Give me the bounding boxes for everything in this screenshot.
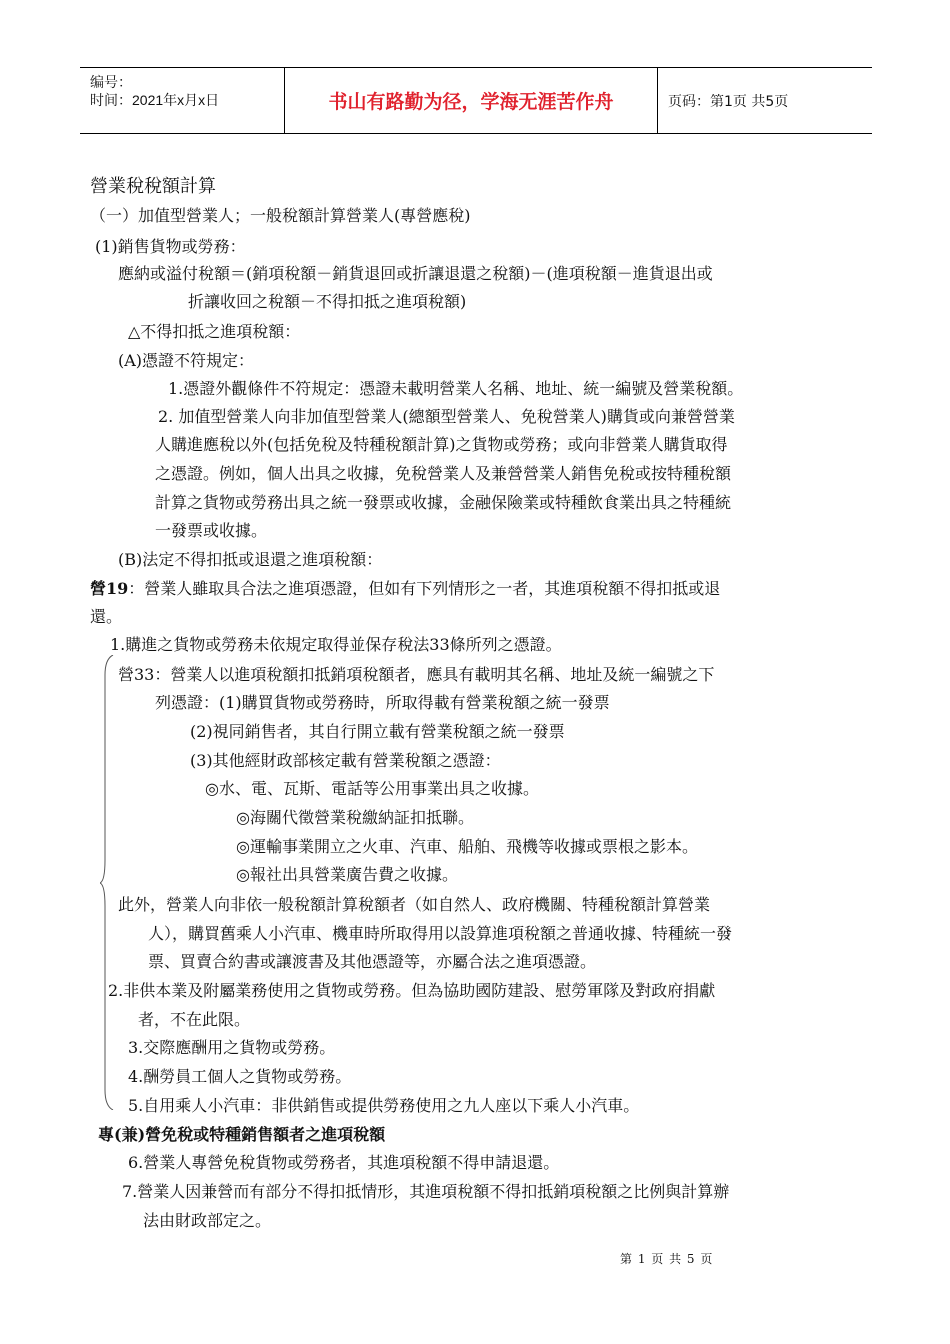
paragraph-line: (2)視同銷售者，其自行開立載有營業稅額之統一發票 — [190, 722, 565, 741]
list-item: ◎運輸事業開立之火車、汽車、船舶、飛機等收據或票根之影本。 — [236, 837, 698, 856]
formula-line: 應納或溢付稅額＝(銷項稅額－銷貨退回或折讓退還之稅額)－(進項稅額－進貨退出或 — [118, 264, 713, 283]
curly-brace-icon — [100, 655, 114, 1110]
list-item: 7.營業人因兼營而有部分不得扣抵情形，其進項稅額不得扣抵銷項稅額之比例與計算辦 — [122, 1182, 730, 1201]
paragraph-line: 之憑證。例如，個人出具之收據，免稅營業人及兼營營業人銷售免稅或按特種稅額 — [155, 464, 732, 483]
paragraph-line: 列憑證：(1)購買貨物或勞務時，所取得載有營業稅額之統一發票 — [155, 693, 610, 712]
list-item: 4.酬勞員工個人之貨物或勞務。 — [128, 1067, 352, 1086]
list-item: ◎海關代徵營業稅繳納証扣抵聯。 — [236, 808, 474, 827]
paragraph-line: 法由財政部定之。 — [143, 1211, 272, 1230]
paragraph-line: 票、買賣合約書或讓渡書及其他憑證等，亦屬合法之進項憑證。 — [148, 952, 597, 971]
paragraph-line: 營33：營業人以進項稅額扣抵銷項稅額者，應具有載明其名稱、地址及統一編號之下 — [118, 665, 715, 684]
paragraph-line: 1.憑證外觀條件不符規定：憑證未載明營業人名稱、地址、統一編號及營業稅額。 — [168, 379, 744, 398]
list-item: ◎水、電、瓦斯、電話等公用事業出具之收據。 — [205, 779, 539, 798]
paragraph-line: △不得扣抵之進項稅額： — [128, 322, 301, 341]
list-item: 2.非供本業及附屬業務使用之貨物或勞務。但為協助國防建設、慰勞軍隊及對政府捐獻 — [108, 981, 716, 1000]
formula-line: 折讓收回之稅額－不得扣抵之進項稅額) — [188, 292, 467, 311]
page-footer: 第 1 页 共 5 页 — [620, 1252, 714, 1266]
paragraph-line: (B)法定不得扣抵或退還之進項稅額： — [118, 550, 383, 569]
paragraph-line: 人購進應稅以外(包括免稅及特種稅額計算)之貨物或勞務；或向非營業人購貨取得 — [155, 435, 728, 454]
paragraph-line: 一發票或收據。 — [155, 521, 268, 540]
paragraph-line — [90, 578, 720, 600]
paragraph-line: 2. 加值型營業人向非加值型營業人(總額型營業人、免稅營業人)購貨或向兼營營業 — [158, 407, 735, 426]
header-meta — [80, 68, 284, 133]
list-item: ◎報社出具營業廣告費之收據。 — [236, 865, 458, 884]
law-reference: 營19 — [90, 579, 129, 598]
list-item: 3.交際應酬用之貨物或勞務。 — [128, 1038, 336, 1057]
law-text: ：營業人雖取具合法之進項憑證，但如有下列情形之一者，其進項稅額不得扣抵或退 — [128, 579, 721, 598]
subsection-heading: (1)銷售貨物或勞務： — [95, 237, 246, 256]
paragraph-line: 人），購買舊乘人小汽車、機車時所取得用以設算進項稅額之普通收據、特種統一發 — [148, 924, 733, 943]
document-title: 營業稅稅額計算 — [90, 176, 216, 197]
list-item: 1.購進之貨物或勞務未依規定取得並保存稅法33條所列之憑證。 — [110, 635, 562, 654]
page-header — [80, 67, 872, 134]
document-number-label: 编号： — [90, 74, 132, 90]
bold-subheading: 專(兼)營免稅或特種銷售額者之進項稅額 — [98, 1125, 386, 1144]
list-item: 5.自用乘人小汽車：非供銷售或提供勞務使用之九人座以下乘人小汽車。 — [128, 1096, 640, 1115]
paragraph-line: 此外，營業人向非依一般稅額計算稅額者（如自然人、政府機關、特種稅額計算營業 — [118, 895, 711, 914]
section-heading: （一）加值型營業人；一般稅額計算營業人(專營應稅) — [90, 206, 471, 225]
paragraph-line: 計算之貨物或勞務出具之統一發票或收據，金融保險業或特種飲食業出具之特種統 — [155, 493, 732, 512]
header-page-info: 页码：第1页 共5页 — [668, 93, 789, 110]
paragraph-line: 還。 — [90, 607, 123, 626]
paragraph-line: 者，不在此限。 — [138, 1010, 251, 1029]
list-item: 6.營業人專營免稅貨物或勞務者，其進項稅額不得申請退還。 — [128, 1153, 560, 1172]
header-motto: 书山有路勤为径，学海无涯苦作舟 — [284, 68, 658, 133]
document-date-label: 时间：2021年x月x日 — [90, 92, 220, 108]
paragraph-line: (3)其他經財政部核定載有營業稅額之憑證： — [190, 751, 501, 770]
paragraph-line: (A)憑證不符規定： — [118, 351, 255, 370]
